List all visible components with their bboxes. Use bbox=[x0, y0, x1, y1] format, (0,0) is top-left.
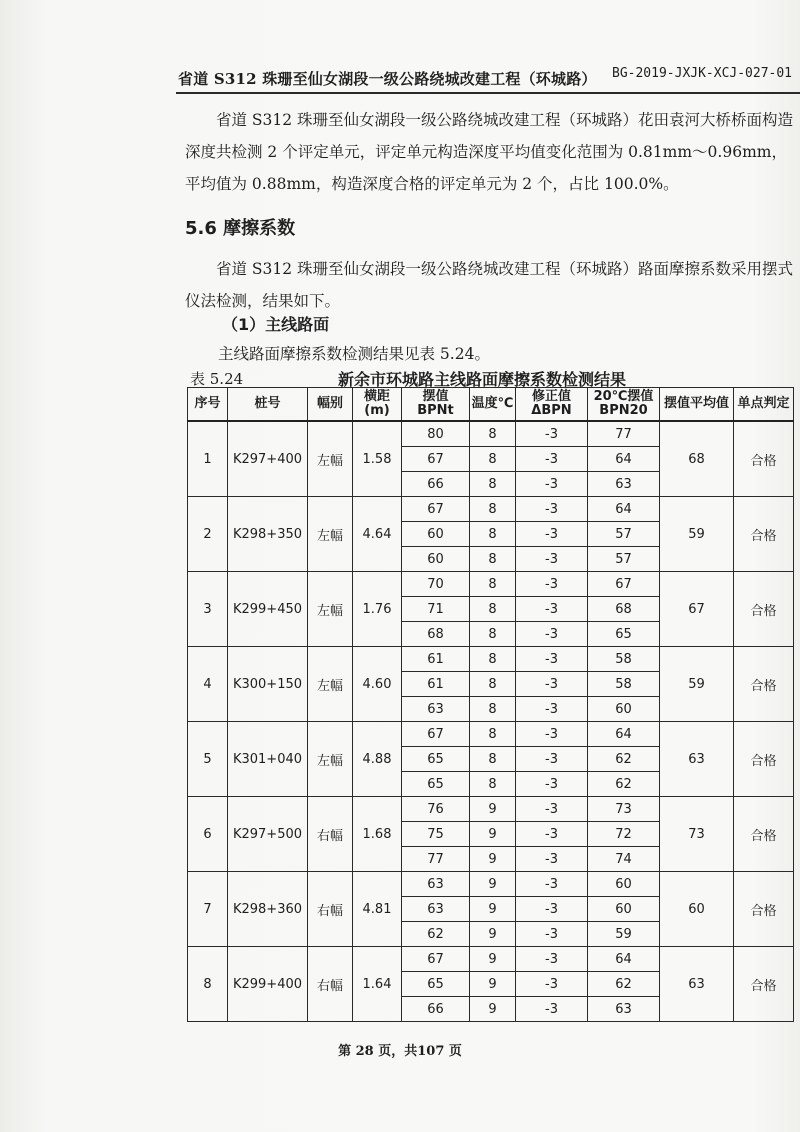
cell-sequence: 6 bbox=[188, 797, 228, 872]
cell-correction: -3 bbox=[516, 522, 588, 547]
cell-side: 右幅 bbox=[308, 872, 353, 947]
cell-bpn-20: 62 bbox=[588, 972, 660, 997]
cell-temperature: 9 bbox=[470, 997, 516, 1022]
cell-station: K301+040 bbox=[228, 722, 308, 797]
cell-bpn-t: 67 bbox=[402, 497, 470, 522]
cell-bpn-t: 77 bbox=[402, 847, 470, 872]
cell-bpn-20: 64 bbox=[588, 447, 660, 472]
cell-temperature: 8 bbox=[470, 497, 516, 522]
cell-offset: 1.58 bbox=[353, 421, 402, 497]
cell-correction: -3 bbox=[516, 772, 588, 797]
cell-average: 63 bbox=[660, 947, 734, 1022]
cell-bpn-t: 63 bbox=[402, 872, 470, 897]
cell-bpn-20: 65 bbox=[588, 622, 660, 647]
header-cell: 摆值 BPNt bbox=[402, 388, 470, 422]
cell-side: 右幅 bbox=[308, 947, 353, 1022]
paragraph-table-ref: 主线路面摩擦系数检测结果见表 5.24。 bbox=[218, 345, 490, 363]
cell-temperature: 9 bbox=[470, 797, 516, 822]
table-row bbox=[188, 497, 794, 522]
cell-correction: -3 bbox=[516, 922, 588, 947]
cell-correction: -3 bbox=[516, 797, 588, 822]
header-cell: 温度℃ bbox=[470, 388, 516, 422]
cell-bpn-20: 60 bbox=[588, 897, 660, 922]
cell-temperature: 8 bbox=[470, 672, 516, 697]
cell-correction: -3 bbox=[516, 722, 588, 747]
cell-bpn-t: 76 bbox=[402, 797, 470, 822]
cell-average: 67 bbox=[660, 572, 734, 647]
cell-bpn-20: 62 bbox=[588, 747, 660, 772]
cell-verdict: 合格 bbox=[734, 421, 794, 497]
cell-bpn-t: 65 bbox=[402, 772, 470, 797]
cell-verdict: 合格 bbox=[734, 722, 794, 797]
cell-side: 左幅 bbox=[308, 572, 353, 647]
cell-bpn-t: 60 bbox=[402, 547, 470, 572]
cell-bpn-20: 59 bbox=[588, 922, 660, 947]
cell-temperature: 9 bbox=[470, 972, 516, 997]
cell-bpn-t: 67 bbox=[402, 722, 470, 747]
cell-offset: 4.64 bbox=[353, 497, 402, 572]
cell-offset: 4.60 bbox=[353, 647, 402, 722]
cell-temperature: 9 bbox=[470, 872, 516, 897]
cell-bpn-t: 60 bbox=[402, 522, 470, 547]
cell-bpn-t: 67 bbox=[402, 447, 470, 472]
cell-correction: -3 bbox=[516, 447, 588, 472]
cell-bpn-t: 71 bbox=[402, 597, 470, 622]
cell-correction: -3 bbox=[516, 472, 588, 497]
cell-side: 左幅 bbox=[308, 497, 353, 572]
cell-temperature: 8 bbox=[470, 472, 516, 497]
cell-temperature: 8 bbox=[470, 597, 516, 622]
cell-correction: -3 bbox=[516, 597, 588, 622]
cell-bpn-t: 63 bbox=[402, 897, 470, 922]
cell-temperature: 9 bbox=[470, 922, 516, 947]
friction-results-table bbox=[187, 387, 794, 1022]
cell-bpn-20: 72 bbox=[588, 822, 660, 847]
table-label: 表 5.24 bbox=[190, 370, 244, 388]
cell-station: K297+400 bbox=[228, 421, 308, 497]
cell-temperature: 9 bbox=[470, 947, 516, 972]
cell-bpn-20: 58 bbox=[588, 672, 660, 697]
cell-correction: -3 bbox=[516, 872, 588, 897]
cell-correction: -3 bbox=[516, 672, 588, 697]
running-header-title: 省道 S312 珠珊至仙女湖段一级公路绕城改建工程（环城路） bbox=[178, 70, 597, 88]
cell-bpn-t: 75 bbox=[402, 822, 470, 847]
cell-offset: 4.88 bbox=[353, 722, 402, 797]
cell-sequence: 5 bbox=[188, 722, 228, 797]
cell-temperature: 8 bbox=[470, 697, 516, 722]
paragraph-friction-method: 省道 S312 珠珊至仙女湖段一级公路绕城改建工程（环城路）路面摩擦系数采用摆式仪法检测，结果如下。 bbox=[185, 260, 794, 310]
header-rule bbox=[176, 92, 800, 94]
cell-correction: -3 bbox=[516, 421, 588, 447]
cell-bpn-20: 73 bbox=[588, 797, 660, 822]
cell-station: K299+400 bbox=[228, 947, 308, 1022]
table-row bbox=[188, 647, 794, 672]
cell-bpn-20: 77 bbox=[588, 421, 660, 447]
table-row bbox=[188, 872, 794, 897]
cell-offset: 1.68 bbox=[353, 797, 402, 872]
cell-correction: -3 bbox=[516, 972, 588, 997]
cell-sequence: 3 bbox=[188, 572, 228, 647]
cell-bpn-t: 61 bbox=[402, 647, 470, 672]
cell-bpn-t: 62 bbox=[402, 922, 470, 947]
cell-bpn-t: 63 bbox=[402, 697, 470, 722]
cell-bpn-20: 64 bbox=[588, 947, 660, 972]
cell-temperature: 8 bbox=[470, 421, 516, 447]
cell-bpn-20: 64 bbox=[588, 497, 660, 522]
cell-bpn-t: 68 bbox=[402, 622, 470, 647]
cell-bpn-20: 57 bbox=[588, 547, 660, 572]
cell-average: 73 bbox=[660, 797, 734, 872]
subheading-mainline: （1）主线路面 bbox=[222, 315, 330, 334]
cell-average: 68 bbox=[660, 421, 734, 497]
cell-side: 右幅 bbox=[308, 797, 353, 872]
cell-bpn-20: 58 bbox=[588, 647, 660, 672]
table-row bbox=[188, 722, 794, 747]
cell-sequence: 7 bbox=[188, 872, 228, 947]
cell-bpn-20: 60 bbox=[588, 872, 660, 897]
cell-temperature: 8 bbox=[470, 447, 516, 472]
cell-correction: -3 bbox=[516, 547, 588, 572]
cell-verdict: 合格 bbox=[734, 797, 794, 872]
cell-station: K298+350 bbox=[228, 497, 308, 572]
cell-bpn-t: 70 bbox=[402, 572, 470, 597]
cell-bpn-t: 66 bbox=[402, 997, 470, 1022]
cell-side: 左幅 bbox=[308, 421, 353, 497]
table-title: 新余市环城路主线路面摩擦系数检测结果 bbox=[338, 370, 627, 389]
table-header-row bbox=[188, 388, 794, 422]
cell-sequence: 4 bbox=[188, 647, 228, 722]
cell-bpn-t: 61 bbox=[402, 672, 470, 697]
cell-bpn-t: 67 bbox=[402, 947, 470, 972]
cell-bpn-20: 60 bbox=[588, 697, 660, 722]
header-cell: 序号 bbox=[188, 388, 228, 422]
table-body bbox=[188, 421, 794, 1022]
cell-offset: 4.81 bbox=[353, 872, 402, 947]
cell-side: 左幅 bbox=[308, 647, 353, 722]
cell-sequence: 8 bbox=[188, 947, 228, 1022]
cell-temperature: 8 bbox=[470, 747, 516, 772]
cell-correction: -3 bbox=[516, 697, 588, 722]
cell-correction: -3 bbox=[516, 847, 588, 872]
cell-correction: -3 bbox=[516, 897, 588, 922]
cell-average: 59 bbox=[660, 497, 734, 572]
cell-average: 60 bbox=[660, 872, 734, 947]
paragraph-texture-depth: 省道 S312 珠珊至仙女湖段一级公路绕城改建工程（环城路）花田袁河大桥桥面构造深度共检测 2 个评定单元，评定单元构造深度平均值变化范围为 0.81mm～0.96mm，平均值为 0.88mm，构造深度合格的评定单元为 2 个，占比 100.0%。 bbox=[185, 111, 794, 193]
cell-station: K298+360 bbox=[228, 872, 308, 947]
cell-bpn-20: 57 bbox=[588, 522, 660, 547]
cell-correction: -3 bbox=[516, 822, 588, 847]
cell-temperature: 8 bbox=[470, 647, 516, 672]
header-cell: 横距(m) bbox=[353, 388, 402, 422]
cell-bpn-20: 63 bbox=[588, 997, 660, 1022]
cell-verdict: 合格 bbox=[734, 647, 794, 722]
cell-temperature: 8 bbox=[470, 572, 516, 597]
cell-bpn-t: 80 bbox=[402, 421, 470, 447]
cell-offset: 1.76 bbox=[353, 572, 402, 647]
cell-offset: 1.64 bbox=[353, 947, 402, 1022]
table-row bbox=[188, 572, 794, 597]
header-cell: 20℃摆值 BPN20 bbox=[588, 388, 660, 422]
header-cell: 单点判定 bbox=[734, 388, 794, 422]
cell-verdict: 合格 bbox=[734, 497, 794, 572]
page-number: 第 28 页，共107 页 bbox=[338, 1044, 462, 1059]
header-cell: 幅别 bbox=[308, 388, 353, 422]
cell-correction: -3 bbox=[516, 497, 588, 522]
cell-temperature: 9 bbox=[470, 897, 516, 922]
cell-average: 59 bbox=[660, 647, 734, 722]
cell-verdict: 合格 bbox=[734, 947, 794, 1022]
cell-temperature: 8 bbox=[470, 622, 516, 647]
cell-bpn-20: 67 bbox=[588, 572, 660, 597]
cell-average: 63 bbox=[660, 722, 734, 797]
cell-station: K299+450 bbox=[228, 572, 308, 647]
cell-side: 左幅 bbox=[308, 722, 353, 797]
report-code: BG-2019-JXJK-XCJ-027-01 bbox=[612, 66, 793, 81]
table-row bbox=[188, 421, 794, 447]
cell-temperature: 8 bbox=[470, 522, 516, 547]
cell-correction: -3 bbox=[516, 947, 588, 972]
table-row bbox=[188, 797, 794, 822]
cell-sequence: 1 bbox=[188, 421, 228, 497]
cell-station: K297+500 bbox=[228, 797, 308, 872]
cell-bpn-20: 68 bbox=[588, 597, 660, 622]
cell-bpn-t: 65 bbox=[402, 972, 470, 997]
cell-verdict: 合格 bbox=[734, 572, 794, 647]
cell-bpn-t: 66 bbox=[402, 472, 470, 497]
cell-sequence: 2 bbox=[188, 497, 228, 572]
cell-bpn-20: 62 bbox=[588, 772, 660, 797]
cell-bpn-20: 74 bbox=[588, 847, 660, 872]
header-cell: 桩号 bbox=[228, 388, 308, 422]
cell-temperature: 8 bbox=[470, 547, 516, 572]
cell-correction: -3 bbox=[516, 997, 588, 1022]
header-cell: 摆值平均值 bbox=[660, 388, 734, 422]
header-cell: 修正值 ΔBPN bbox=[516, 388, 588, 422]
cell-verdict: 合格 bbox=[734, 872, 794, 947]
table-row bbox=[188, 947, 794, 972]
cell-temperature: 8 bbox=[470, 772, 516, 797]
cell-temperature: 9 bbox=[470, 847, 516, 872]
cell-correction: -3 bbox=[516, 747, 588, 772]
cell-station: K300+150 bbox=[228, 647, 308, 722]
cell-bpn-t: 65 bbox=[402, 747, 470, 772]
section-title: 5.6 摩擦系数 bbox=[185, 218, 296, 239]
cell-correction: -3 bbox=[516, 622, 588, 647]
cell-correction: -3 bbox=[516, 572, 588, 597]
cell-bpn-20: 63 bbox=[588, 472, 660, 497]
cell-temperature: 8 bbox=[470, 722, 516, 747]
cell-bpn-20: 64 bbox=[588, 722, 660, 747]
cell-correction: -3 bbox=[516, 647, 588, 672]
cell-temperature: 9 bbox=[470, 822, 516, 847]
